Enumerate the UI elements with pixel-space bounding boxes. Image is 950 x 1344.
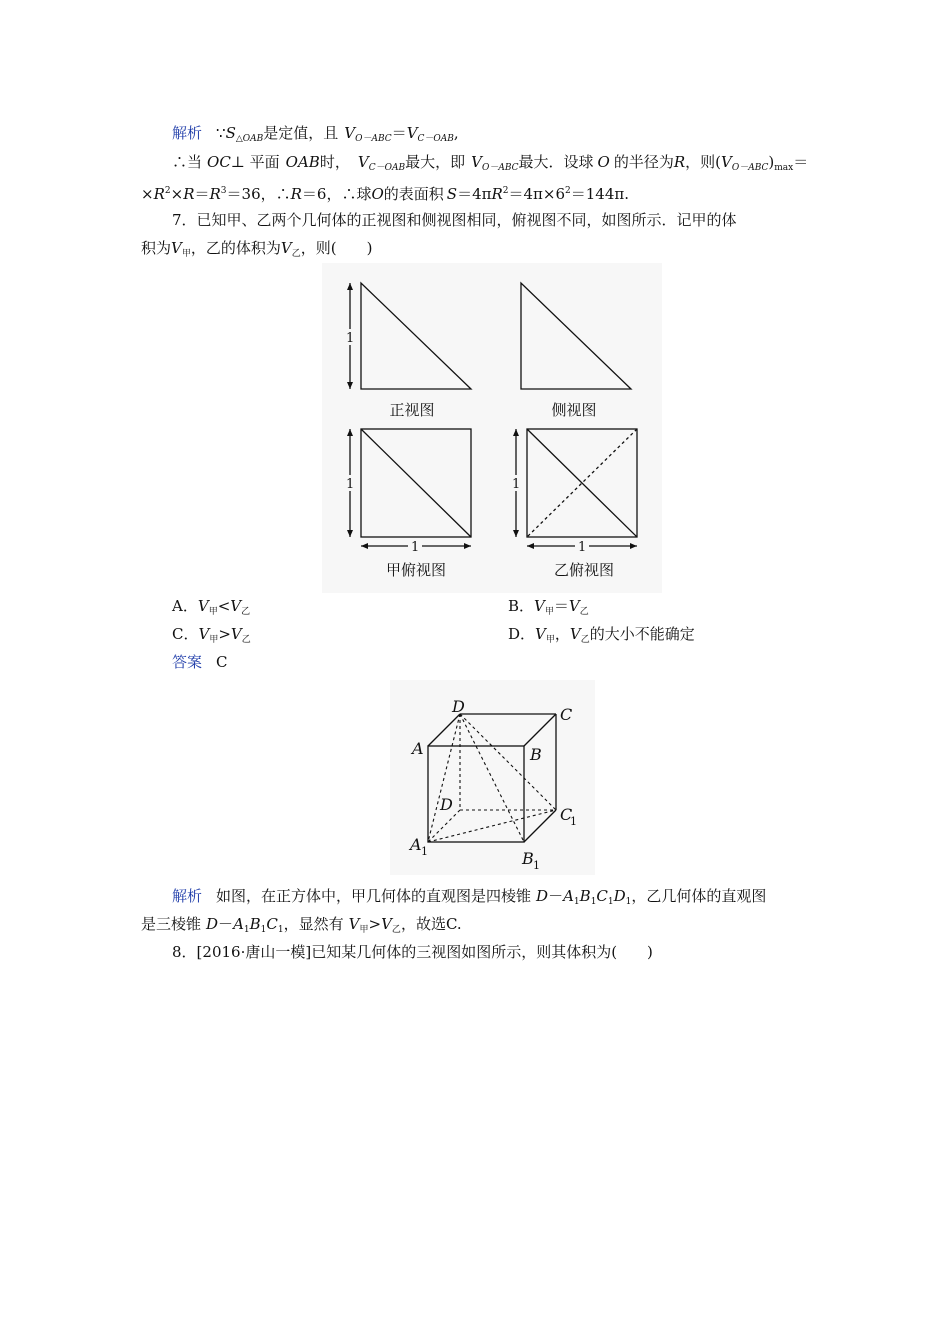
option-c — [172, 624, 251, 650]
text: ＝144π. — [570, 185, 630, 203]
text: ＝4π — [457, 185, 492, 203]
text: V — [280, 239, 292, 257]
yi-top-view-caption: 乙俯视图 — [553, 561, 615, 579]
answer-line — [172, 652, 228, 672]
text: S — [446, 185, 458, 203]
text: ＝ — [793, 153, 809, 171]
text: 乙 — [580, 635, 590, 645]
jia-top-view-caption: 甲俯视图 — [385, 561, 447, 579]
text: ，显然有 — [283, 915, 344, 933]
text: ＝6，∴球 — [301, 185, 372, 203]
text: 1 — [625, 897, 632, 907]
text: ＝ — [391, 124, 407, 142]
text: C — [266, 915, 278, 933]
text: ) — [768, 153, 775, 171]
text: V — [720, 153, 732, 171]
vertex-A1-label: A — [410, 835, 422, 854]
side-view-caption: 侧视图 — [551, 401, 597, 419]
text: max — [774, 163, 794, 173]
text: ＝4π×6 — [508, 185, 566, 203]
text: ，则( ) — [300, 239, 373, 257]
text: A — [233, 915, 244, 933]
text: O－ABC — [731, 163, 769, 173]
q7-analysis-line2 — [141, 914, 462, 940]
front-height-label: 1 — [346, 331, 355, 346]
text: R — [153, 185, 165, 203]
text: O — [597, 153, 610, 171]
text: B — [249, 915, 261, 933]
text: ，则( — [685, 153, 721, 171]
vertex-C-label: C — [560, 705, 573, 724]
text: V — [535, 625, 546, 643]
text: V — [230, 625, 242, 643]
text: V — [348, 915, 360, 933]
text: 2 — [164, 186, 171, 196]
text: R — [491, 185, 503, 203]
text: 的大小不能确定 — [589, 625, 695, 643]
figure-background — [322, 263, 662, 593]
text: × — [141, 185, 154, 203]
text: 甲 — [181, 249, 191, 259]
text: 最大．设球 — [518, 153, 594, 171]
text: C． — [172, 625, 199, 643]
vertex-C1-label: C — [560, 805, 573, 824]
text: 1 — [573, 897, 580, 907]
text: 甲 — [209, 635, 219, 645]
text: D． — [508, 625, 536, 643]
text: V — [230, 597, 242, 615]
answer-value: C — [216, 653, 228, 671]
text: 的半径为 — [613, 153, 674, 171]
cube-figure — [390, 680, 595, 875]
text: O — [371, 185, 384, 203]
q7-stem-line1: 7．已知甲、乙两个几何体的正视图和侧视图相同，俯视图不同，如图所示．记甲的体 — [172, 211, 737, 229]
yi-width-label: 1 — [578, 540, 587, 555]
text: V — [198, 625, 210, 643]
text: D — [206, 915, 219, 933]
text: ，乙的体积为 — [190, 239, 281, 257]
text: 1 — [260, 925, 267, 935]
text: 乙 — [391, 925, 401, 935]
text: < — [217, 597, 231, 615]
text: B． — [508, 597, 535, 615]
text: － — [548, 887, 564, 905]
text: R — [209, 185, 221, 203]
text: 甲 — [544, 607, 554, 617]
vertex-D-label: D — [452, 697, 465, 716]
text: 3 — [220, 186, 227, 196]
text: ∵ — [216, 124, 226, 142]
text: 1 — [277, 925, 284, 935]
text: R — [673, 153, 686, 171]
text: 甲 — [359, 925, 369, 935]
answer-label: 答案 — [172, 653, 203, 671]
text: D — [613, 887, 626, 905]
text: V — [197, 597, 209, 615]
text: V — [344, 124, 356, 142]
vertex-B-label: B — [530, 745, 542, 764]
vertex-B1-subscript: 1 — [533, 859, 540, 872]
text: C－OAB — [417, 134, 454, 144]
text: － — [218, 915, 234, 933]
q6-analysis-line1 — [172, 123, 459, 149]
text: △OAB — [235, 134, 264, 144]
text: R — [290, 185, 302, 203]
text: ，乙几何体的直观图 — [631, 887, 767, 905]
text: 乙 — [579, 607, 589, 617]
text: V — [471, 153, 482, 171]
text: ∴当 — [172, 153, 203, 171]
text: 是定值，且 — [263, 124, 339, 142]
text: 1 — [590, 897, 597, 907]
text: 甲 — [208, 607, 218, 617]
text: 如图，在正方体中，甲几何体的直观图是四棱锥 — [216, 887, 532, 905]
yi-height-label: 1 — [512, 477, 521, 492]
text: O－ABC — [481, 163, 519, 173]
text: 时， — [319, 153, 350, 171]
text: V — [534, 597, 545, 615]
text: A． — [172, 597, 198, 615]
text: ＝ — [194, 185, 210, 203]
analysis-label: 解析 — [172, 124, 203, 142]
text: 2 — [502, 186, 509, 196]
text: C — [596, 887, 608, 905]
q7-analysis-line1 — [172, 886, 766, 912]
text: 乙 — [241, 635, 251, 645]
text: 积为 — [141, 239, 172, 257]
text: C－OAB — [368, 163, 406, 173]
vertex-D1-label: D — [440, 795, 453, 814]
text: OC — [207, 153, 231, 171]
q8-stem: 8．[2016·唐山一模]已知某几何体的三视图如图所示，则其体积为( ) — [172, 943, 653, 961]
text: ， — [554, 625, 570, 643]
vertex-A1-subscript: 1 — [421, 845, 428, 858]
q6-analysis-line2 — [172, 152, 808, 178]
text: A — [563, 887, 574, 905]
text: 乙 — [241, 607, 251, 617]
vertex-C1-subscript: 1 — [570, 815, 577, 828]
text: > — [218, 625, 231, 643]
text: 甲 — [545, 635, 555, 645]
q6-analysis-line3 — [141, 181, 629, 204]
q7-stem-line2 — [141, 238, 372, 264]
text: 是三棱锥 — [141, 915, 202, 933]
text: 1 — [243, 925, 250, 935]
vertex-A-label: A — [412, 739, 424, 758]
text: V — [357, 153, 369, 171]
text: V — [381, 915, 392, 933]
analysis-label: 解析 — [172, 887, 203, 905]
text: > — [368, 915, 382, 933]
text: R — [183, 185, 195, 203]
jia-width-label: 1 — [411, 540, 420, 555]
option-d — [508, 624, 695, 650]
text: , — [453, 124, 459, 142]
text: ＝ — [553, 597, 569, 615]
text: D — [536, 887, 549, 905]
text: V — [568, 597, 580, 615]
text: B — [579, 887, 591, 905]
three-view-figure — [322, 263, 662, 593]
text: V — [171, 239, 182, 257]
text: ⊥ 平面 — [230, 153, 280, 171]
text: 的表面积 — [383, 185, 444, 203]
text: ＝36，∴ — [226, 185, 291, 203]
text: × — [170, 185, 184, 203]
text: V — [569, 625, 581, 643]
text: 乙 — [291, 249, 301, 259]
text: S — [225, 124, 236, 142]
jia-height-label: 1 — [346, 477, 355, 492]
text: V — [406, 124, 418, 142]
option-a — [172, 596, 250, 622]
text: OAB — [285, 153, 320, 171]
text: O－ABC — [355, 134, 392, 144]
text: 2 — [565, 186, 571, 196]
text: ，故选C. — [400, 915, 462, 933]
front-view-caption: 正视图 — [389, 401, 435, 419]
text: 最大，即 — [405, 153, 466, 171]
text: 1 — [607, 897, 614, 907]
vertex-B1-label: B — [522, 849, 534, 868]
option-b — [508, 596, 589, 622]
